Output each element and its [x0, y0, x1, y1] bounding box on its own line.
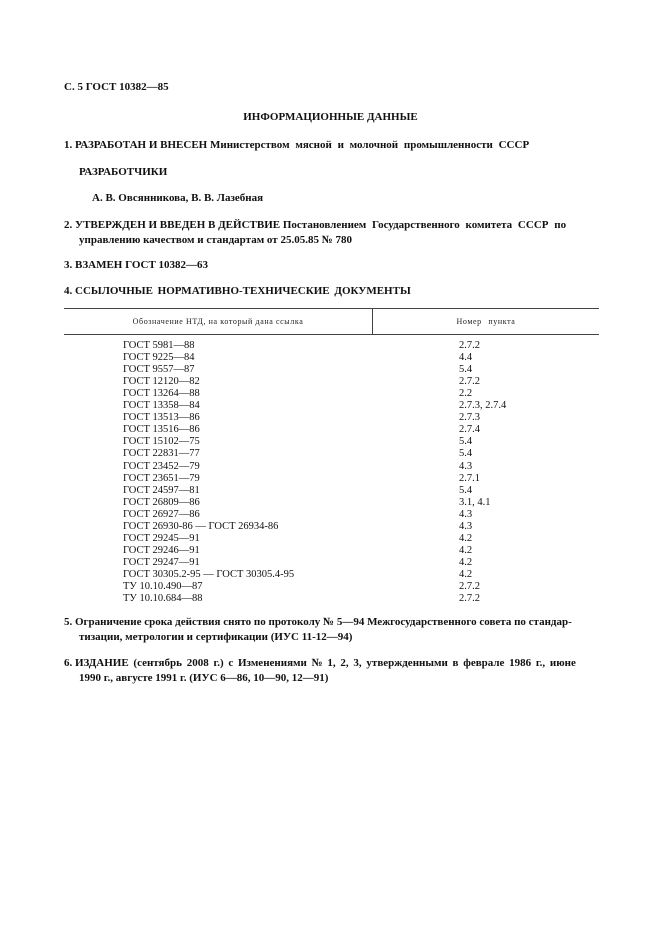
table-row-document: ГОСТ 29247—91 [123, 556, 200, 568]
section-2-number: 2. [64, 219, 73, 231]
section-5-text-line1: Ограничение срока действия снято по протоколу № 5—94 Межгосударственного совета по стандар- [75, 616, 572, 628]
table-row-document: ГОСТ 23651—79 [123, 472, 200, 484]
section-5-text-line2: тизации, метрологии и сертификации (ИУС 11-12—94) [79, 631, 353, 643]
section-3-number: 3. [64, 259, 73, 271]
table-row-document: ГОСТ 22831—77 [123, 448, 200, 460]
table-row-item: 5.4 [459, 484, 473, 496]
table-row-item: 4.3 [459, 508, 473, 520]
table-row-item: 4.4 [459, 352, 473, 364]
section-3 [64, 259, 208, 271]
section-6-text-line2: 1990 г., августе 1991 г. (ИУС 6—86, 10—90, 12—91) [79, 672, 329, 684]
section-6-number: 6. [64, 657, 73, 669]
table-row-document: ТУ 10.10.684—88 [123, 593, 203, 605]
section-6 [64, 657, 576, 669]
table-row-document: ТУ 10.10.490—87 [123, 581, 203, 592]
table-row-item: 4.2 [459, 568, 473, 580]
developers-label: РАЗРАБОТЧИКИ [79, 166, 168, 178]
section-4-number: 4. [64, 285, 73, 297]
table-row-document: ГОСТ 15102—75 [123, 436, 200, 448]
table-row-document: ГОСТ 9557—87 [123, 364, 195, 376]
table-row-item: 2.7.1 [459, 472, 480, 484]
table-row-document: ГОСТ 13264—88 [123, 388, 200, 400]
table-row-document: ГОСТ 13513—86 [123, 412, 200, 424]
section-1-text: Министерством мясной и молочной промышленности СССР [209, 139, 530, 151]
table-row-item: 2.7.4 [459, 424, 480, 436]
table-row-document: ГОСТ 12120—82 [123, 376, 200, 388]
table-header-document: Обозначение НТД, на который дана ссылка [132, 317, 304, 326]
section-1-number: 1. [64, 139, 73, 151]
table-row-item: 4.2 [459, 556, 473, 568]
table-row-item: 2.7.2 [459, 593, 480, 605]
section-2-text-line2: управлению качеством и стандартам от 25.05.85 № 780 [79, 234, 352, 246]
table-row-document: ГОСТ 23452—79 [123, 460, 200, 472]
table-row-document: ГОСТ 26809—86 [123, 496, 200, 508]
page-title: ИНФОРМАЦИОННЫЕ ДАННЫЕ [243, 111, 418, 123]
section-4-text: ССЫЛОЧНЫЕ НОРМАТИВНО-ТЕХНИЧЕСКИЕ ДОКУМЕНТЫ [75, 285, 411, 297]
table-row-document: ГОСТ 29245—91 [123, 532, 200, 544]
table-row-item: 4.3 [459, 460, 473, 472]
table-row-item: 2.7.2 [459, 581, 480, 592]
table-row-item: 3.1, 4.1 [459, 496, 491, 508]
section-2-lead: УТВЕРЖДЕН И ВВЕДЕН В ДЕЙСТВИЕ [75, 219, 281, 231]
table-row-item: 5.4 [459, 364, 473, 376]
table-row-document: ГОСТ 30305.2-95 — ГОСТ 30305.4-95 [123, 568, 295, 580]
table-row-item: 4.2 [459, 532, 473, 544]
table-header-item: Номер пункта [456, 317, 516, 326]
table-row-document: ГОСТ 26930-86 — ГОСТ 26934-86 [123, 520, 279, 532]
table-row-item: 2.7.2 [459, 340, 480, 351]
section-2-text-line1: Постановлением Государственного комитета СССР по [282, 219, 567, 231]
table-row-item: 2.7.3, 2.7.4 [459, 400, 507, 412]
section-5 [64, 616, 572, 628]
table-row-item: 2.7.2 [459, 376, 480, 388]
developers-names: А. В. Овсянникова, В. В. Лазебная [92, 192, 264, 204]
table-header-rule [64, 334, 599, 335]
table-row-item: 5.4 [459, 448, 473, 460]
table-row-document: ГОСТ 13358—84 [123, 400, 200, 412]
table-row-document: ГОСТ 9225—84 [123, 352, 195, 364]
table-row-item: 2.2 [459, 388, 473, 400]
section-6-text-line1: ИЗДАНИЕ (сентябрь 2008 г.) с Изменениями № 1, 2, 3, утвержденными в феврале 1986 г., июне [75, 657, 576, 669]
table-row-document: ГОСТ 13516—86 [123, 424, 200, 436]
page-header: С. 5 ГОСТ 10382—85 [64, 81, 169, 93]
table-row-item: 4.3 [459, 520, 473, 532]
table-row-item: 4.2 [459, 544, 473, 556]
section-3-text: ВЗАМЕН ГОСТ 10382—63 [75, 259, 209, 271]
section-5-number: 5. [64, 616, 73, 628]
table-row-document: ГОСТ 26927—86 [123, 508, 200, 520]
table-row-document: ГОСТ 5981—88 [123, 340, 195, 351]
table-row-document: ГОСТ 29246—91 [123, 544, 200, 556]
table-row-item: 5.4 [459, 436, 473, 448]
table-row-document: ГОСТ 24597—81 [123, 484, 200, 496]
section-1 [64, 139, 529, 151]
table-row-item: 2.7.3 [459, 412, 480, 424]
section-2 [64, 219, 566, 231]
table-top-rule [64, 308, 599, 309]
section-4 [64, 285, 411, 297]
section-1-lead: РАЗРАБОТАН И ВНЕСЕН [75, 139, 208, 151]
